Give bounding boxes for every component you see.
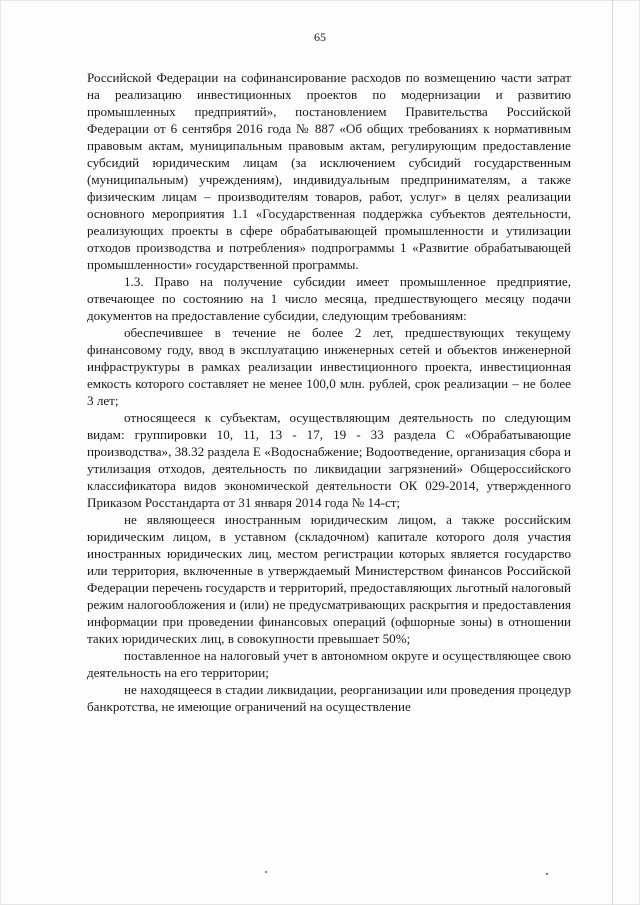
- scan-speck: [546, 873, 548, 875]
- paragraph-requirement: относящееся к субъектам, осуществляющим деятельность по следующим видам: группировки 10, 11, 13 - 17, 19 - 33 раздела С «Обрабатывающие производства», 38.32 раздела Е «Водоснабжение; Водоотведение, организация сбора и утилизация отходов, деятельность по ликвидации загрязнений» Общероссийского классификатора видов экономической деятельности ОК 029-2014, утвержденного Приказом Росстандарта от 31 января 2014 года № 14-ст;: [87, 410, 571, 510]
- paragraph-requirement: обеспечившее в течение не более 2 лет, предшествующих текущему финансовому году, ввод в эксплуатацию инженерных сетей и объектов инженерной инфраструктуры в рамках реализации инвестиционного проекта, инвестиционная емкость которого составляет не менее 100,0 млн. рублей, срок реализации – не более 3 лет;: [87, 325, 571, 408]
- paragraph-requirement: не находящееся в стадии ликвидации, реорганизации или проведения процедур банкротства, не имеющие ограничений на осуществление: [87, 682, 571, 714]
- paragraph-continuation: Российской Федерации на софинансирование расходов по возмещению части затрат на реализацию инвестиционных проектов по модернизации и развитию промышленных предприятий», постановлением Правительства Российской Федерации от 6 сентября 2016 года № 887 «Об общих требованиях к нормативным правовым актам, муниципальным правовым актам, регулирующим предоставление субсидий юридическим лицам (за исключением субсидий государственным (муниципальным) учреждениям), индивидуальным предпринимателям, а также физическим лицам – производителям товаров, работ, услуг» в целях реализации основного мероприятия 1.1 «Государственная поддержка субъектов деятельности, реализующих проекты в сфере обрабатывающей промышленности и утилизации отходов производства и потребления» подпрограммы 1 «Развитие обрабатывающей промышленности» государственной программы.: [87, 70, 571, 272]
- document-body: [87, 69, 571, 715]
- paragraph-clause-1-3: 1.3. Право на получение субсидии имеет промышленное предприятие, отвечающее по состоянию на 1 число месяца, предшествующего месяцу подачи документов на предоставление субсидии, следующим требованиям:: [87, 274, 571, 323]
- paragraph-requirement: поставленное на налоговый учет в автономном округе и осуществляющее свою деятельность на его территории;: [87, 648, 571, 680]
- page-number: 65: [314, 30, 326, 44]
- page-edge: [612, 0, 613, 905]
- scan-speck: [265, 871, 267, 873]
- paragraph-requirement: не являющееся иностранным юридическим лицом, а также российским юридическим лицом, в уставном (складочном) капитале которого доля участия иностранных юридических лиц, местом регистрации которых является государство или территория, включенные в утверждаемый Министерством финансов Российской Федерации перечень государств и территорий, предоставляющих льготный налоговый режим налогообложения и (или) не предусматривающих раскрытия и предоставления информации при проведении финансовых операций (офшорные зоны) в отношении таких юридических лиц, в совокупности превышает 50%;: [87, 512, 571, 646]
